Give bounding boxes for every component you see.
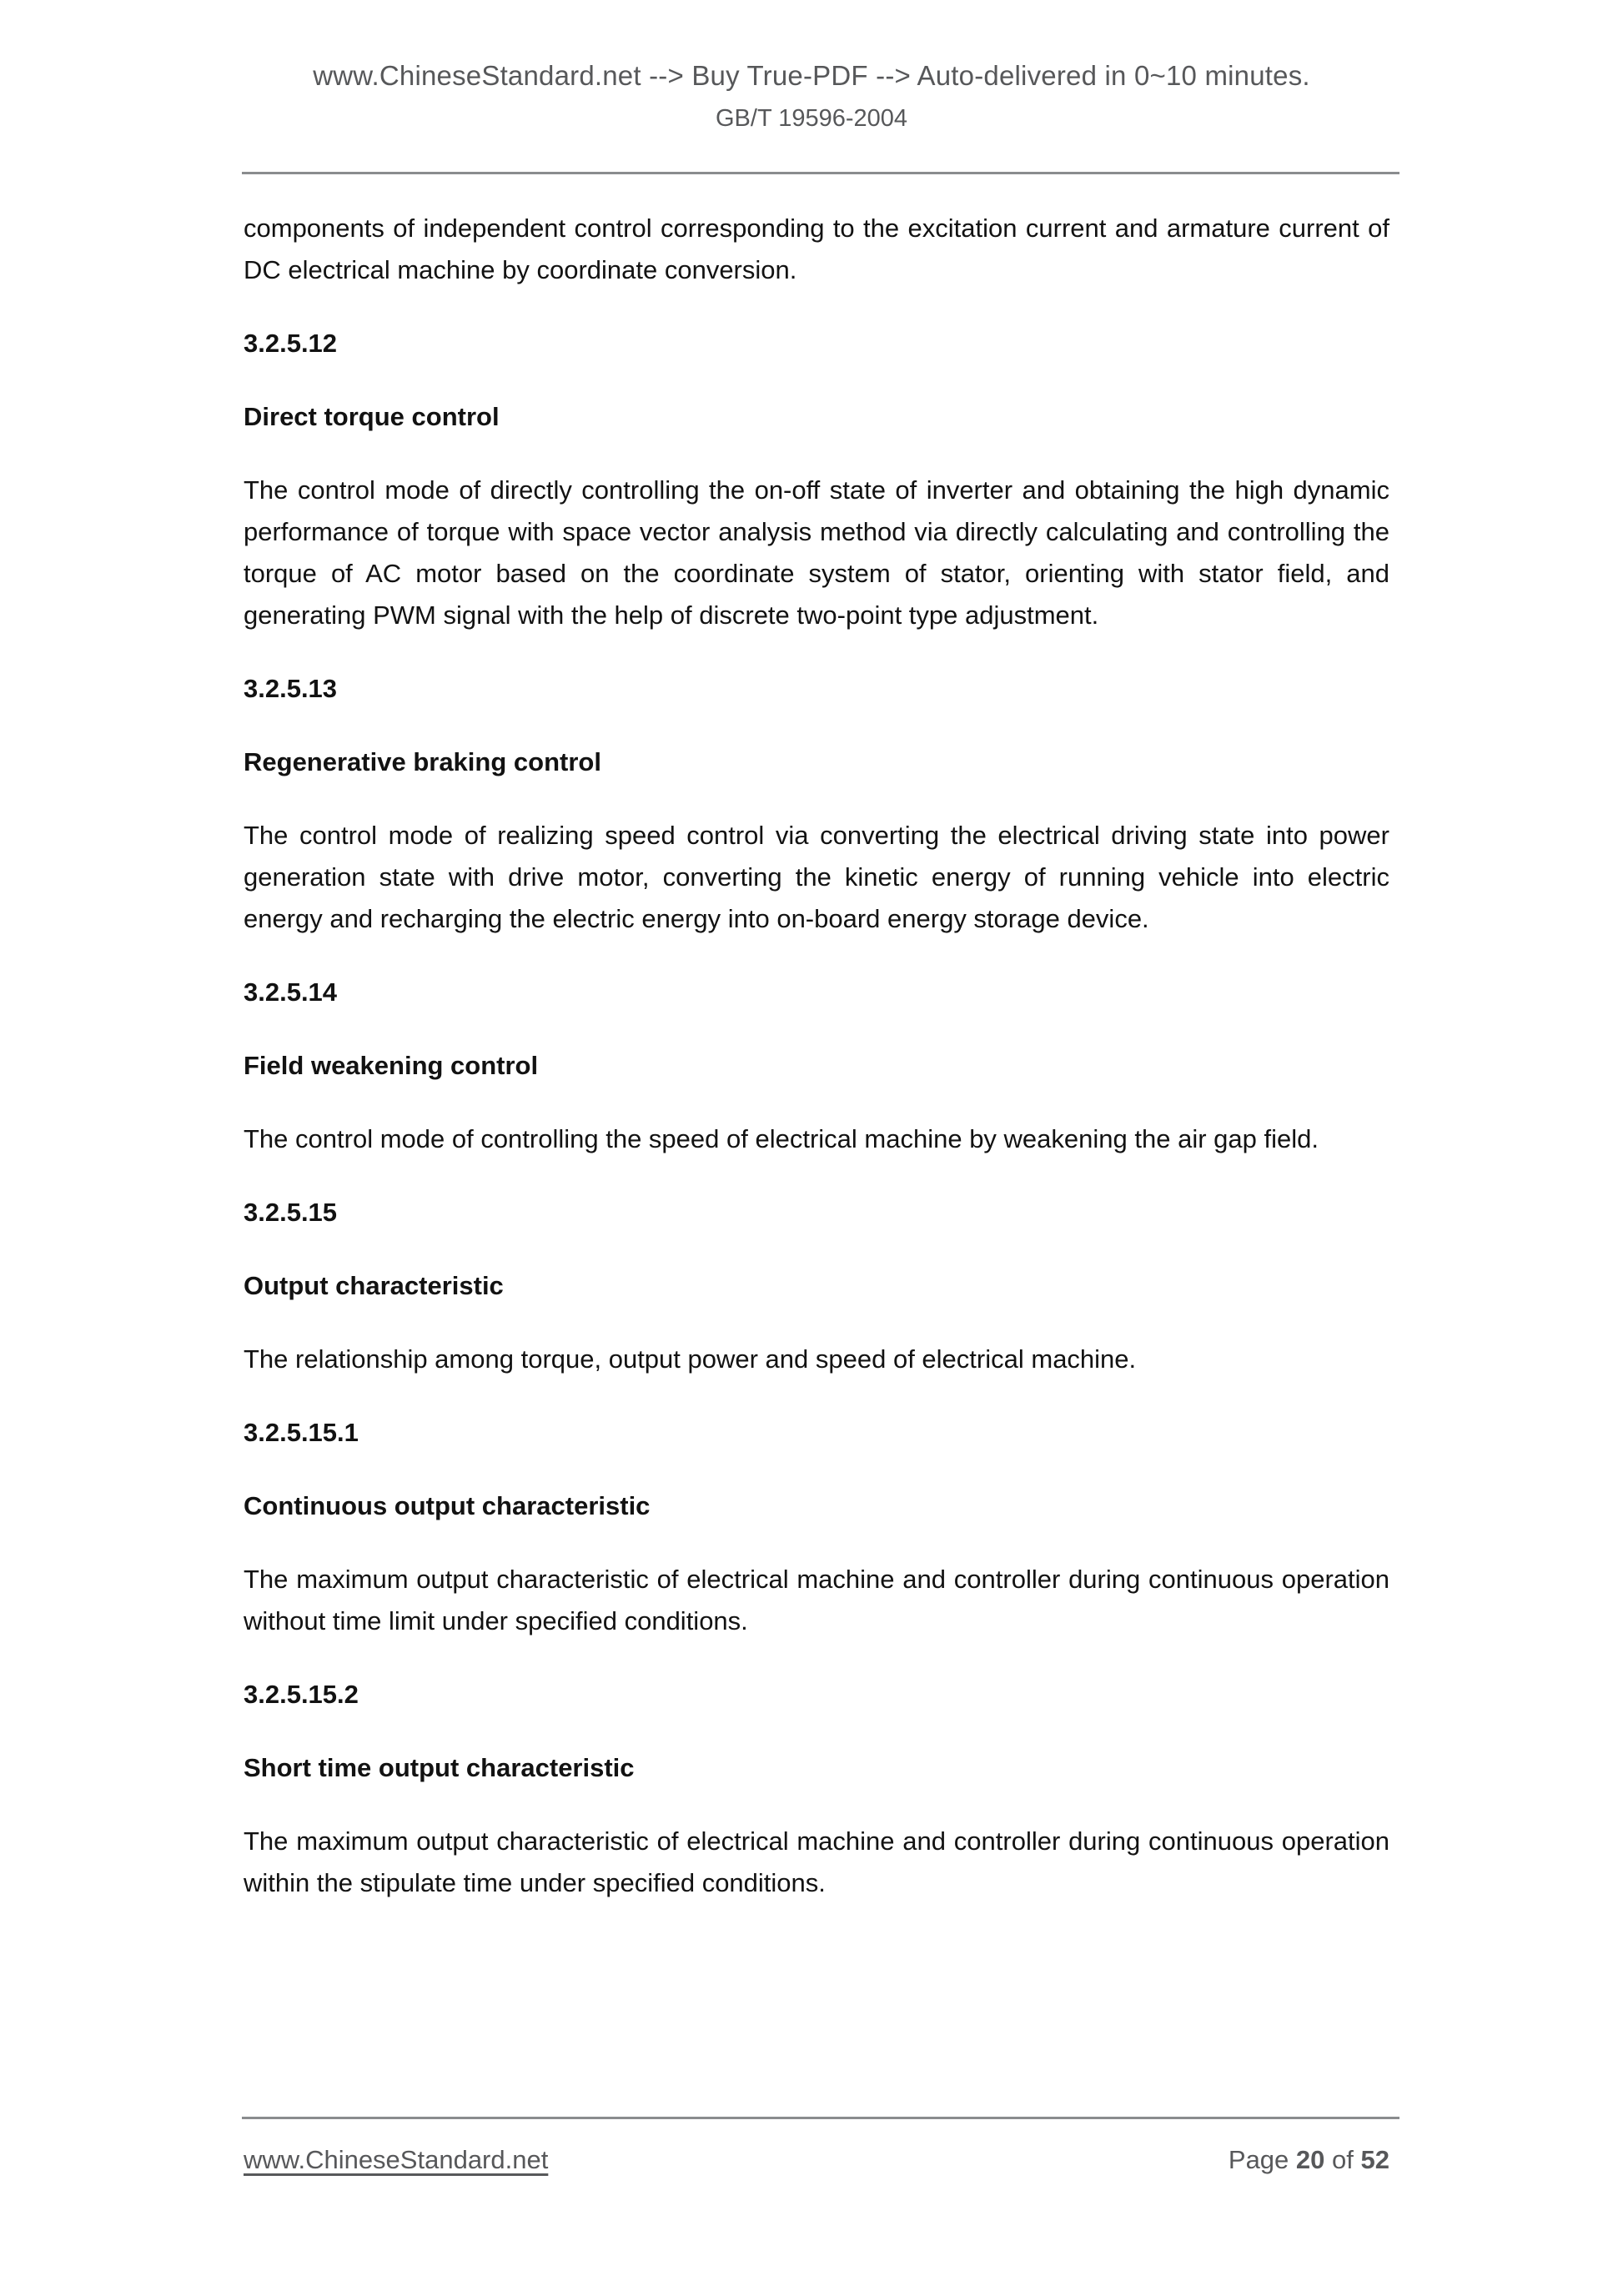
of-label: of [1332, 2145, 1354, 2174]
page-current: 20 [1295, 2145, 1325, 2174]
section-number: 3.2.5.15 [244, 1198, 338, 1227]
paragraph: components of independent control corresponding to the excitation current and armature current of DC electrical machine by coordinate conversion. [244, 214, 1389, 284]
paragraph: The relationship among torque, output power and speed of electrical machine. [244, 1344, 1137, 1374]
page-number [1229, 2144, 1389, 2176]
section-number: 3.2.5.15.1 [244, 1418, 359, 1447]
document-body [244, 174, 1389, 1904]
paragraph: The control mode of controlling the speed of electrical machine by weakening the air gap field. [244, 1124, 1319, 1153]
section-title: Regenerative braking control [244, 747, 601, 776]
section-number: 3.2.5.12 [244, 329, 338, 358]
page-footer [0, 2117, 1623, 2176]
page-label: Page [1228, 2145, 1289, 2174]
page-total: 52 [1360, 2145, 1389, 2174]
paragraph: The maximum output characteristic of electrical machine and controller during continuous operation without time limit under specified conditions. [244, 1565, 1389, 1635]
section-title: Short time output characteristic [244, 1753, 635, 1782]
section-number: 3.2.5.15.2 [244, 1680, 359, 1709]
footer-site-link[interactable]: www.ChineseStandard.net [244, 2145, 549, 2174]
section-title: Continuous output characteristic [244, 1491, 651, 1520]
section-title: Output characteristic [244, 1271, 504, 1300]
section-title: Field weakening control [244, 1051, 539, 1080]
paragraph: The maximum output characteristic of electrical machine and controller during continuous operation within the stipulate time under specified conditions. [244, 1826, 1389, 1897]
section-title: Direct torque control [244, 402, 500, 431]
header-promo-text: www.ChineseStandard.net --> Buy True-PDF --> Auto-delivered in 0~10 minutes. [313, 60, 1310, 91]
footer-divider [242, 2117, 1399, 2119]
header-standard-number: GB/T 19596-2004 [715, 105, 908, 132]
section-number: 3.2.5.14 [244, 977, 338, 1007]
page-header [0, 0, 1623, 133]
paragraph: The control mode of directly controlling the on-off state of inverter and obtaining the high dynamic performance of torque with space vector analysis method via directly calculating and controlling the torque of AC motor based on the coordinate system of stator, orienting with stator field, and generating PWM signal with the help of discrete two-point type adjustment. [244, 475, 1389, 630]
section-number: 3.2.5.13 [244, 674, 338, 703]
paragraph: The control mode of realizing speed control via converting the electrical driving state into power generation state with drive motor, converting the kinetic energy of running vehicle into electric energy and recharging the electric energy into on-board energy storage device. [244, 821, 1389, 933]
